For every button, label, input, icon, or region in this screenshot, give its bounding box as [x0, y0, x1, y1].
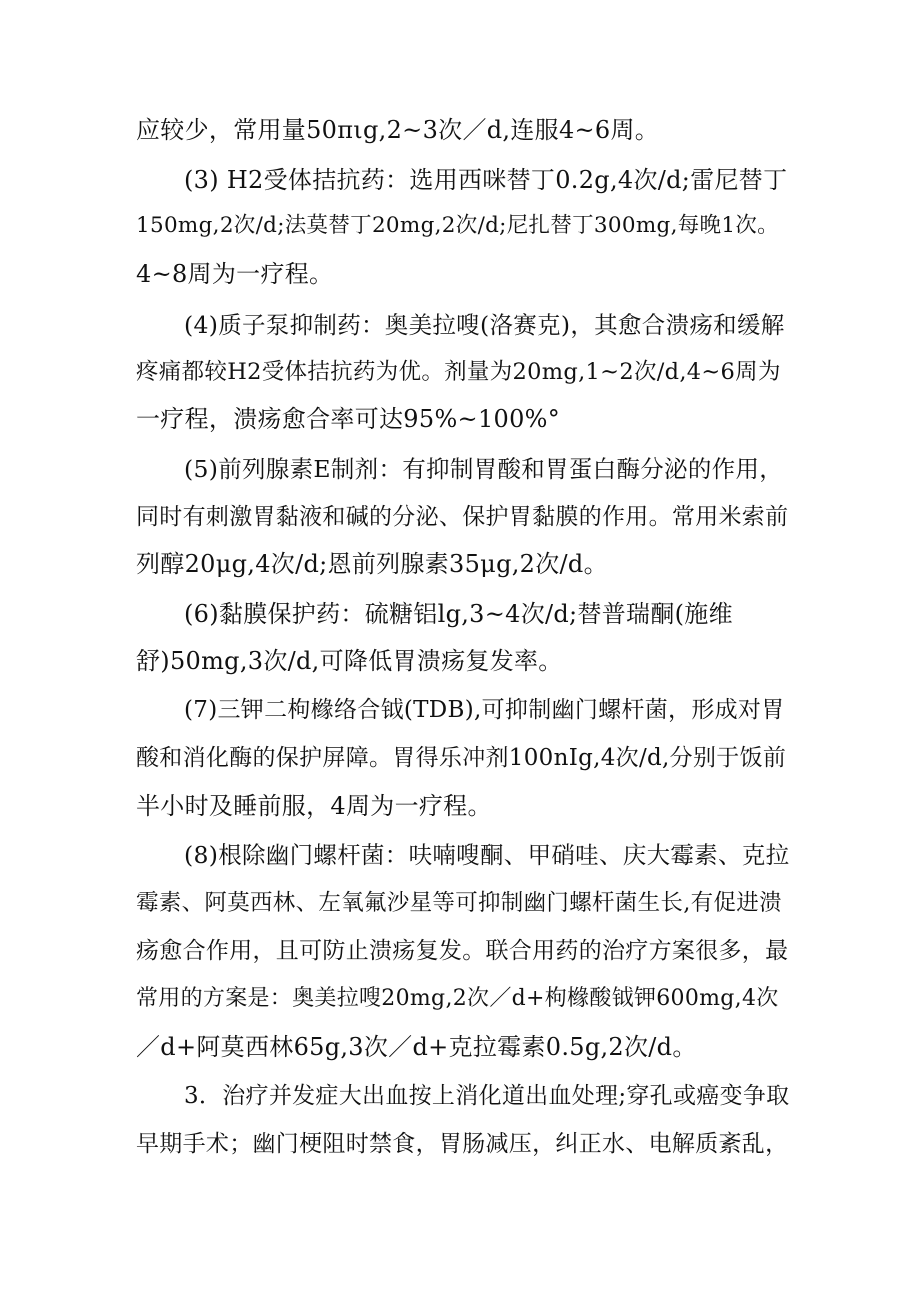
text-line: (5)前列腺素E制剂：有抑制胃酸和胃蛋白酶分泌的作用，	[184, 455, 784, 483]
text-line: 疡愈合作用，且可防止溃疡复发。联合用药的治疗方案很多，最	[136, 938, 789, 964]
text-line: 3．治疗并发症大出血按上消化道出血处理;穿孔或癌变争取	[184, 1083, 790, 1109]
text-line: 舒)50mg,3次/d,可降低胃溃疡复发率。	[136, 647, 563, 675]
text-line: (6)黏膜保护药：硫糖铝lg,3~4次/d;替普瑞酮(施维	[184, 600, 733, 628]
text-line: (4)质子泵抑制药：奥美拉嗖(洛赛克)，其愈合溃疡和缓解	[184, 311, 785, 339]
text-line: 150mg,2次/d;法莫替丁20mg,2次/d;尼扎替丁300mg,每晚1次。	[136, 213, 779, 238]
text-line: 列醇20μg,4次/d;恩前列腺素35μg,2次/d。	[136, 550, 608, 578]
text-line: 酸和消化酶的保护屏障。胃得乐冲剂100nIg,4次/d,分别于饭前	[136, 745, 787, 771]
text-line: 4~8周为一疗程。	[136, 260, 334, 288]
text-line: (8)根除幽门螺杆菌：呋喃嗖酮、甲硝哇、庆大霉素、克拉	[184, 841, 790, 869]
text-line: 霉素、阿莫西林、左氧氟沙星等可抑制幽门螺杆菌生长,有促进溃	[136, 890, 782, 916]
text-line: (3) H2受体拮抗药：选用西咪替丁0.2g,4次/d;雷尼替丁	[184, 166, 788, 194]
text-line: 一疗程，溃疡愈合率可达95%~100%°	[136, 405, 561, 433]
text-line: 应较少，常用量50πιg,2~3次／d,连服4~6周。	[136, 116, 660, 144]
text-line: 常用的方案是：奥美拉嗖20mg,2次／d+枸橼酸钺钾600mg,4次	[136, 986, 779, 1011]
text-line: ／d+阿莫西林65g,3次／d+克拉霉素0.5g,2次/d。	[136, 1033, 697, 1061]
text-line: 早期手术；幽门梗阻时禁食，胃肠减压，纠正水、电解质紊乱，	[136, 1131, 789, 1157]
text-line: 疼痛都较H2受体拮抗药为优。剂量为20mg,1~2次/d,4~6周为	[136, 359, 781, 385]
text-line: 同时有刺激胃黏液和碱的分泌、保护胃黏膜的作用。常用米索前	[136, 504, 789, 530]
text-line: (7)三钾二枸橼络合钺(TDB),可抑制幽门螺杆菌，形成对胃	[184, 697, 785, 723]
text-line: 半小时及睡前服，4周为一疗程。	[136, 792, 492, 820]
